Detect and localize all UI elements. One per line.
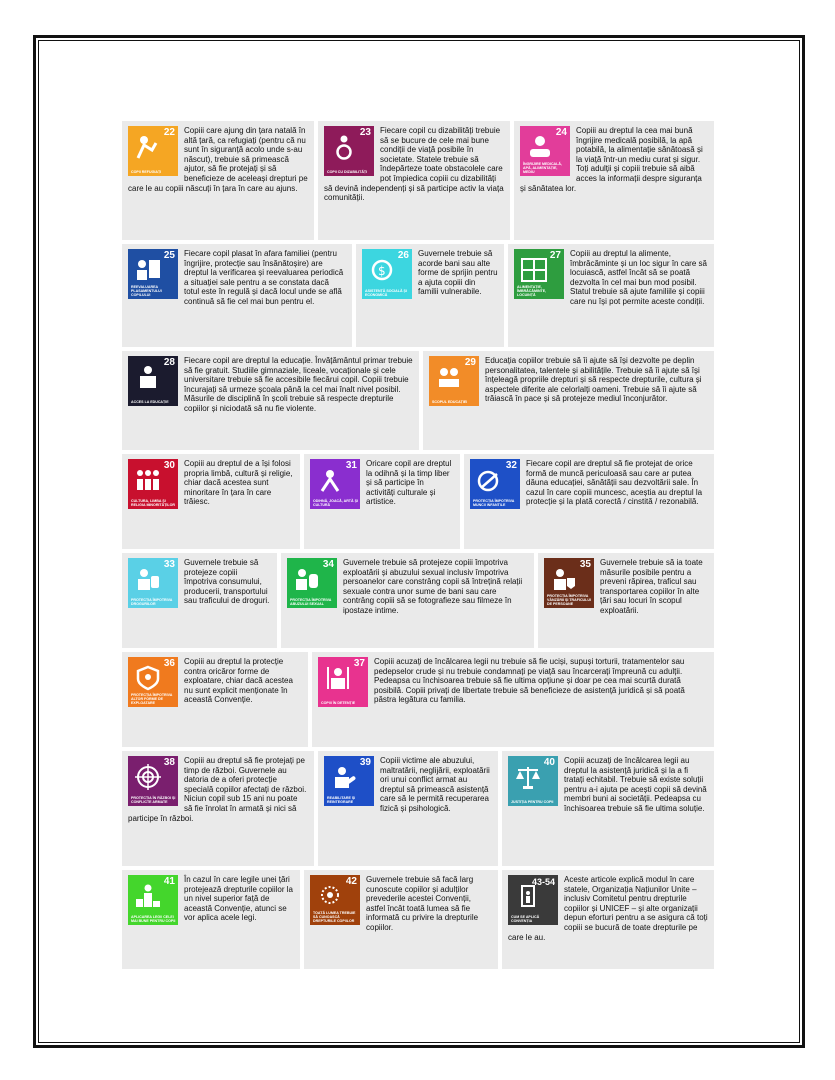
article-number: 35	[579, 559, 591, 570]
icon-caption: TOATĂ LUMEA TREBUIE SĂ CUNOASCĂ DREPTURILE COPIILOR	[313, 911, 356, 923]
play-icon	[310, 459, 360, 509]
article-number: 39	[359, 757, 371, 768]
icon-caption: ASISTENȚĂ SOCIALĂ ȘI ECONOMICĂ	[365, 289, 407, 297]
article-text: Copiii care ajung din țara natală în altă țară, ca refugiați (pentru că nu sunt în siguranță acolo unde s-au născut), trebuie să primească ajutor, să fie protejați și să beneficieze de aceleași drepturi pe care le au copiii născuți în țara în care au ajuns.	[128, 126, 308, 193]
article-number: 30	[163, 460, 175, 471]
icon-caption: SCOPUL EDUCAȚIEI	[432, 400, 468, 404]
goals-icon	[429, 356, 479, 406]
article-card-42	[304, 870, 498, 969]
icon-caption: REABILITARE ȘI REINTEGRARE	[327, 796, 356, 804]
article-card-31	[304, 454, 460, 549]
article-text: Fiecare copil plasat în afara familiei (pentru îngrijire, protecție sau însănătoșire) are dreptul la verificarea și reevaluarea periodică a situației sale pentru a se constata dacă totul este în regulă și dacă locul unde se află continuă să fie cel mai bun pentru el.	[184, 249, 344, 306]
article-number: 22	[163, 127, 175, 138]
article-card-40	[502, 751, 714, 866]
icon-caption: PROTECȚIA ÎMPOTRIVA ABUZULUI SEXUAL	[290, 598, 332, 606]
article-card-39	[318, 751, 498, 866]
icon-caption: PROTECȚIA ÎMPOTRIVA MUNCII INFANTILE	[473, 499, 515, 507]
podium-icon	[128, 875, 178, 925]
article-number: 33	[163, 559, 175, 570]
article-text: Fiecare copil are dreptul să fie protejat de orice formă de muncă periculoasă sau care ar putea dăuna educației, sănătății sau dezvoltării sale. În cazul în care copiii muncesc, aceștia au dreptul la protecție și la plată corectă / cinstită / rezonabilă.	[526, 459, 703, 507]
article-text: Fiecare copil are dreptul la educație. Învățământul primar trebuie să fie gratuit. Studiile gimnaziale, liceale, vocaționale și cele universitare trebuie să fie accesibile fiecărui copil. Copiii trebuie încurajați să urmeze școala până la cel mai înalt nivel posibil. Măsurile de disciplină în școli trebuie să respecte drepturile copiilor și niciodată să nu fie violente.	[184, 356, 413, 413]
article-text: Copiii au dreptul la alimente, îmbrăcăminte și un loc sigur în care să locuiască, astfel încât să se poată dezvolta în cel mai bun mod posibil. Statul trebuie să ajute familiile și copiii care nu își pot permite aceste condiții.	[570, 249, 707, 306]
icon-caption: REEVALUAREA PLASAMENTULUI COPILULUI	[131, 285, 162, 297]
article-text: Guvernele trebuie să protejeze copiii împotriva exploatării și abuzului sexual inclusiv împotriva persoanelor care constrâng copii să întrețină relații sexuale contra unor sume de bani sau care contrâng copiii să se fotografieze sau filmeze în ipostaze intime.	[343, 558, 523, 615]
article-number: 27	[549, 250, 561, 261]
article-text: Copiii acuzați de încălcarea legii nu trebuie să fie uciși, supuși torturii, tratamentelor sau pedepselor crude și nu trebuie condamnați pe viață sau încarcerați împreună cu adulții. Pedeapsa cu închisoarea trebuie să fie ultima opțiune și doar pe cea mai scurtă durată posibilă. Copiii privați de libertate trebuie să beneficieze de asistență juridică și să poată păstra legătura cu familia.	[374, 657, 685, 705]
money-icon	[362, 249, 412, 299]
article-number: 24	[555, 127, 567, 138]
icon-caption: COPII CU DIZABILITĂȚI	[327, 170, 368, 174]
article-text: Copiii au dreptul la protecție contra oricăror forme de exploatare, chiar dacă acestea nu sunt explicit menționate în această Convenție.	[184, 657, 293, 705]
article-card-25	[122, 244, 352, 347]
article-text: Copiii victime ale abuzului, maltratării, neglijării, exploatării ori unui conflict armat au dreptul să primească asistență care să le permită recuperarea fizică și psihologică.	[380, 756, 490, 813]
icon-caption: JUSTIȚIA PENTRU COPII	[511, 800, 554, 804]
trafficking-icon	[544, 558, 594, 608]
shield-icon	[128, 657, 178, 707]
icon-caption: PROTECȚIA ÎMPOTRIVA ALTOR FORME DE EXPLOATARE	[131, 693, 173, 705]
article-text: Copiii acuzați de încălcarea legii au dreptul la asistență juridică și la a fi tratați echitabil. Trebuie să existe soluții pentru a-i ajuta pe acești copii să devină membri buni ai societății. Pedeapsa cu închisoarea trebuie să fie ultima soluție.	[564, 756, 707, 813]
article-text: Educația copiilor trebuie să îi ajute să își dezvolte pe deplin personalitatea, talentele și abilitățile. Trebuie să îi ajute să își înțeleagă propriile drepturi și să respecte drepturile, cultura și aspectele diferite ale celorlalți oameni. Trebuie să îi ajute să trăiască în pace și să protejeze mediul înconjurător.	[485, 356, 702, 404]
article-text: Guvernele trebuie să facă larg cunoscute copiilor și adulților prevederile acestei Convenții, astfel încât toată lumea să fie informată cu privire la drepturile copiilor.	[366, 875, 479, 932]
article-text: Oricare copil are dreptul la odihnă și la timp liber și să participe în activități culturale și artistice.	[366, 459, 452, 507]
drugs-icon	[128, 558, 178, 608]
article-card-41	[122, 870, 300, 969]
article-number: 34	[322, 559, 334, 570]
article-card-38	[122, 751, 314, 866]
article-text: Guvernele trebuie să acorde bani sau alte forme de sprijin pentru a ajuta copiii din familii vulnerabile.	[418, 249, 498, 297]
article-card-34	[281, 553, 534, 648]
article-card-33	[122, 553, 277, 648]
refugee-icon	[128, 126, 178, 176]
home-icon	[514, 249, 564, 299]
hand-stop-icon	[287, 558, 337, 608]
article-text: Guvernele trebuie să ia toate măsurile posibile pentru a preveni răpirea, traficul sau transportarea copiilor în alte țări sau locuri în scopul exploatării.	[600, 558, 703, 615]
review-icon	[128, 249, 178, 299]
icon-caption: CUM SE APLICĂ CONVENȚIA	[511, 915, 540, 923]
icon-caption: ALIMENTAȚIE, ÎMBRĂCĂMINTE, LOCUINȚĂ	[517, 285, 547, 297]
door-icon	[508, 875, 558, 925]
article-text: Guvernele trebuie să protejeze copiii împotriva consumului, producerii, transportului sau traficului de droguri.	[184, 558, 270, 606]
svg-text:$: $	[378, 264, 386, 278]
wheelchair-icon	[324, 126, 374, 176]
icon-caption: COPII REFUGIAȚI	[131, 170, 162, 174]
prison-icon	[318, 657, 368, 707]
article-card-23	[318, 121, 510, 240]
article-card-28	[122, 351, 419, 450]
article-text: În cazul în care legile unei țări protejează drepturile copiilor la un nivel superior față de această Convenție, atunci se vor aplica acele legi.	[184, 875, 293, 923]
culture-icon	[128, 459, 178, 509]
article-card-30	[122, 454, 300, 549]
article-number: 32	[505, 460, 517, 471]
article-number: 31	[345, 460, 357, 471]
bandage-icon	[324, 756, 374, 806]
article-card-32	[464, 454, 714, 549]
article-number: 43-54	[531, 877, 555, 887]
article-text: Copiii au dreptul de a își folosi propria limbă, cultură și religie, chiar dacă acestea sunt minoritare în țara în care trăiesc.	[184, 459, 293, 507]
education-icon	[128, 356, 178, 406]
article-text: Copiii au dreptul să fie protejați pe timp de război. Guvernele au datoria de a oferi protecție specială copiilor afectați de război. Niciun copil sub 15 ani nu poate să fie înrolat în armată și nici să participe în război.	[128, 756, 307, 823]
labour-icon	[470, 459, 520, 509]
article-card-24	[514, 121, 714, 240]
icon-caption: CULTURA, LIMBA ȘI RELIGIA MINORITĂȚILOR	[131, 499, 175, 507]
article-number: 26	[397, 250, 409, 261]
health-icon	[520, 126, 570, 176]
article-number: 41	[163, 876, 175, 887]
articles-grid	[122, 121, 714, 977]
target-icon	[128, 756, 178, 806]
article-card-35	[538, 553, 714, 648]
icon-caption: ODIHNĂ, JOACĂ, ARTĂ ȘI CULTURĂ	[313, 499, 358, 507]
icon-caption: PROTECȚIA ÎN RĂZBOI ȘI CONFLICTE ARMATE	[131, 796, 176, 804]
article-number: 42	[345, 876, 357, 887]
megaphone-icon	[310, 875, 360, 925]
article-card-37	[312, 652, 714, 747]
article-number: 38	[163, 757, 175, 768]
article-text: Fiecare copil cu dizabilități trebuie să se bucure de cele mai bune condiții de viață posibile în societate. Statele trebuie să îndepărteze toate obstacolele care pot împiedica copiii cu dizabilități să devină independenți și să participe activ la viața comunității.	[324, 126, 504, 203]
article-card-22	[122, 121, 314, 240]
article-number: 37	[353, 658, 365, 669]
article-text: Copiii au dreptul la cea mai bună îngrijire medicală posibilă, la apă potabilă, la alimentație sănătoasă și la viață într-un mediu curat și sigur. Toți adulții și copiii trebuie să aibă acces la informații despre siguranța și sănătatea lor.	[520, 126, 703, 193]
icon-caption: ÎNGRIJIRE MEDICALĂ, APĂ, ALIMENTAȚIE, MEDIU	[523, 162, 562, 174]
article-card-36	[122, 652, 308, 747]
icon-caption: COPIII ÎN DETENȚIE	[321, 701, 356, 705]
article-number: 28	[163, 357, 175, 368]
article-number: 40	[543, 757, 555, 768]
icon-caption: APLICAREA LEGII CELEI MAI BUNE PENTRU COPII	[131, 915, 176, 923]
article-card-29	[423, 351, 714, 450]
article-number: 36	[163, 658, 175, 669]
scales-icon	[508, 756, 558, 806]
icon-caption: PROTECȚIA ÎMPOTRIVA DROGURILOR	[131, 598, 173, 606]
article-number: 29	[464, 357, 476, 368]
article-card-26	[356, 244, 504, 347]
article-text: Aceste articole explică modul în care statele, Organizația Națiunilor Unite – inclusiv Comitetul pentru drepturile copiilor și UNICEF – și alte organizații depun eforturi pentru a se asigura că toți copiii se bucură de toate drepturile pe care le au.	[508, 875, 708, 942]
article-card-27	[508, 244, 714, 347]
article-number: 23	[359, 127, 371, 138]
article-card-43-54	[502, 870, 714, 969]
article-number: 25	[163, 250, 175, 261]
icon-caption: PROTECȚIA ÎMPOTRIVA VÂNZĂRII ȘI TRAFICULUI DE PERSOANE	[547, 594, 591, 606]
icon-caption: ACCES LA EDUCAȚIE	[131, 400, 169, 404]
